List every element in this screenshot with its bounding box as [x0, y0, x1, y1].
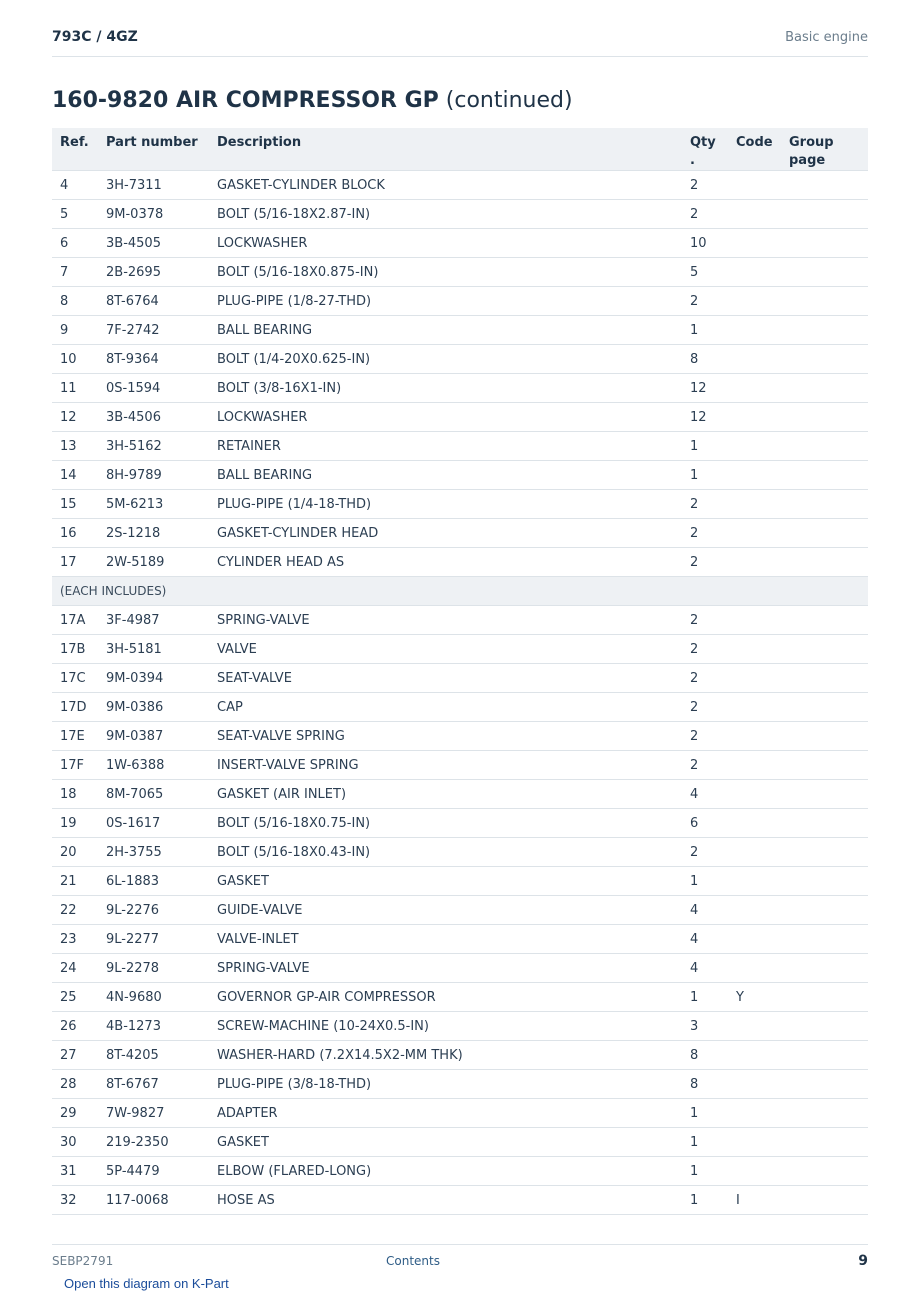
includes-note: (EACH INCLUDES) [52, 577, 868, 606]
cell-group-page [781, 635, 868, 664]
cell-part-number: 8T-6767 [98, 1070, 209, 1099]
cell-part-number: 7W-9827 [98, 1099, 209, 1128]
table-row [52, 838, 868, 867]
cell-description: BOLT (3/8-16X1-IN) [209, 374, 682, 403]
cell-code [728, 490, 781, 519]
cell-code [728, 1099, 781, 1128]
cell-code [728, 954, 781, 983]
cell-group-page [781, 983, 868, 1012]
cell-code [728, 664, 781, 693]
cell-ref: 5 [52, 200, 98, 229]
cell-group-page [781, 345, 868, 374]
cell-code [728, 171, 781, 200]
cell-part-number: 3H-5181 [98, 635, 209, 664]
cell-qty: 2 [682, 838, 728, 867]
cell-qty: 3 [682, 1012, 728, 1041]
cell-group-page [781, 838, 868, 867]
cell-part-number: 6L-1883 [98, 867, 209, 896]
cell-group-page [781, 1128, 868, 1157]
cell-code [728, 1041, 781, 1070]
cell-group-page [781, 780, 868, 809]
table-row [52, 490, 868, 519]
cell-part-number: 7F-2742 [98, 316, 209, 345]
cell-ref: 17 [52, 548, 98, 577]
cell-part-number: 117-0068 [98, 1186, 209, 1215]
cell-part-number: 8T-9364 [98, 345, 209, 374]
table-row [52, 1041, 868, 1070]
cell-ref: 17C [52, 664, 98, 693]
page-number: 9 [858, 1253, 868, 1269]
cell-ref: 15 [52, 490, 98, 519]
cell-part-number: 2H-3755 [98, 838, 209, 867]
cell-group-page [781, 1041, 868, 1070]
cell-description: GASKET [209, 867, 682, 896]
cell-qty: 2 [682, 722, 728, 751]
cell-qty: 4 [682, 954, 728, 983]
cell-group-page [781, 403, 868, 432]
cell-part-number: 9L-2278 [98, 954, 209, 983]
table-row [52, 780, 868, 809]
cell-code: Y [728, 983, 781, 1012]
cell-description: BOLT (5/16-18X0.75-IN) [209, 809, 682, 838]
continued-label: (continued) [445, 88, 573, 113]
cell-description: LOCKWASHER [209, 403, 682, 432]
cell-part-number: 5P-4479 [98, 1157, 209, 1186]
col-header-ref: Ref. [52, 128, 98, 171]
cell-ref: 23 [52, 925, 98, 954]
cell-part-number: 2B-2695 [98, 258, 209, 287]
cell-description: BOLT (5/16-18X0.43-IN) [209, 838, 682, 867]
col-header-group-page [781, 128, 868, 171]
cell-ref: 18 [52, 780, 98, 809]
cell-code [728, 809, 781, 838]
cell-code [728, 896, 781, 925]
cell-group-page [781, 287, 868, 316]
contents-link[interactable]: Contents [386, 1254, 440, 1268]
cell-description: VALVE-INLET [209, 925, 682, 954]
cell-ref: 17A [52, 606, 98, 635]
cell-ref: 6 [52, 229, 98, 258]
cell-description: PLUG-PIPE (3/8-18-THD) [209, 1070, 682, 1099]
cell-part-number: 3F-4987 [98, 606, 209, 635]
cell-qty: 5 [682, 258, 728, 287]
table-row [52, 1070, 868, 1099]
cell-group-page [781, 432, 868, 461]
cell-part-number: 4B-1273 [98, 1012, 209, 1041]
table-row [52, 519, 868, 548]
table-row [52, 374, 868, 403]
cell-part-number: 8H-9789 [98, 461, 209, 490]
table-row [52, 316, 868, 345]
cell-code [728, 606, 781, 635]
table-row [52, 606, 868, 635]
cell-qty: 2 [682, 664, 728, 693]
kpart-diagram-link[interactable]: Open this diagram on K-Part [64, 1276, 229, 1291]
cell-ref: 21 [52, 867, 98, 896]
cell-qty: 8 [682, 1041, 728, 1070]
cell-description: ELBOW (FLARED-LONG) [209, 1157, 682, 1186]
cell-group-page [781, 171, 868, 200]
cell-qty: 1 [682, 1186, 728, 1215]
table-row [52, 983, 868, 1012]
table-row [52, 1099, 868, 1128]
cell-ref: 28 [52, 1070, 98, 1099]
col-header-code: Code [728, 128, 781, 171]
cell-description: GASKET-CYLINDER HEAD [209, 519, 682, 548]
cell-qty: 1 [682, 1157, 728, 1186]
table-row [52, 925, 868, 954]
cell-code [728, 200, 781, 229]
cell-group-page [781, 519, 868, 548]
table-row [52, 1186, 868, 1215]
cell-code [728, 1128, 781, 1157]
table-row [52, 896, 868, 925]
cell-code [728, 461, 781, 490]
cell-group-page [781, 954, 868, 983]
cell-part-number: 2W-5189 [98, 548, 209, 577]
cell-description: CAP [209, 693, 682, 722]
cell-code [728, 287, 781, 316]
cell-qty: 4 [682, 780, 728, 809]
cell-code [728, 693, 781, 722]
page-title [52, 88, 573, 113]
cell-qty: 2 [682, 635, 728, 664]
cell-group-page [781, 925, 868, 954]
cell-description: SEAT-VALVE [209, 664, 682, 693]
cell-ref: 27 [52, 1041, 98, 1070]
cell-description: SPRING-VALVE [209, 954, 682, 983]
col-header-description: Description [209, 128, 682, 171]
cell-code [728, 258, 781, 287]
cell-description: BOLT (5/16-18X2.87-IN) [209, 200, 682, 229]
cell-qty: 2 [682, 519, 728, 548]
cell-part-number: 0S-1617 [98, 809, 209, 838]
cell-qty: 2 [682, 287, 728, 316]
cell-group-page [781, 693, 868, 722]
cell-description: GASKET (AIR INLET) [209, 780, 682, 809]
page-header [52, 28, 868, 57]
cell-part-number: 9L-2277 [98, 925, 209, 954]
cell-part-number: 0S-1594 [98, 374, 209, 403]
cell-ref: 17B [52, 635, 98, 664]
col-header-qty-line2: . [690, 153, 695, 168]
cell-part-number: 3H-5162 [98, 432, 209, 461]
cell-description: LOCKWASHER [209, 229, 682, 258]
table-row [52, 867, 868, 896]
cell-ref: 25 [52, 983, 98, 1012]
cell-ref: 10 [52, 345, 98, 374]
cell-group-page [781, 461, 868, 490]
cell-ref: 7 [52, 258, 98, 287]
cell-group-page [781, 316, 868, 345]
cell-group-page [781, 258, 868, 287]
cell-group-page [781, 809, 868, 838]
table-row [52, 171, 868, 200]
cell-description: PLUG-PIPE (1/4-18-THD) [209, 490, 682, 519]
cell-qty: 1 [682, 1128, 728, 1157]
cell-code [728, 432, 781, 461]
cell-part-number: 9M-0378 [98, 200, 209, 229]
cell-code [728, 635, 781, 664]
table-row [52, 722, 868, 751]
cell-part-number: 4N-9680 [98, 983, 209, 1012]
cell-description: HOSE AS [209, 1186, 682, 1215]
cell-ref: 17F [52, 751, 98, 780]
cell-group-page [781, 1186, 868, 1215]
cell-group-page [781, 606, 868, 635]
cell-qty: 2 [682, 490, 728, 519]
cell-qty: 1 [682, 867, 728, 896]
cell-part-number: 2S-1218 [98, 519, 209, 548]
cell-part-number: 8T-6764 [98, 287, 209, 316]
cell-qty: 2 [682, 693, 728, 722]
cell-part-number: 9M-0394 [98, 664, 209, 693]
cell-qty: 2 [682, 751, 728, 780]
cell-part-number: 3H-7311 [98, 171, 209, 200]
cell-code [728, 345, 781, 374]
cell-description: GASKET [209, 1128, 682, 1157]
includes-note-row [52, 577, 868, 606]
table-row [52, 258, 868, 287]
cell-part-number: 3B-4505 [98, 229, 209, 258]
table-row [52, 809, 868, 838]
cell-qty: 1 [682, 432, 728, 461]
cell-code [728, 867, 781, 896]
cell-qty: 1 [682, 316, 728, 345]
cell-code [728, 751, 781, 780]
cell-ref: 16 [52, 519, 98, 548]
cell-code [728, 374, 781, 403]
table-row [52, 1012, 868, 1041]
cell-part-number: 9L-2276 [98, 896, 209, 925]
cell-code [728, 1157, 781, 1186]
cell-code [728, 1012, 781, 1041]
cell-code [728, 838, 781, 867]
cell-ref: 8 [52, 287, 98, 316]
cell-description: WASHER-HARD (7.2X14.5X2-MM THK) [209, 1041, 682, 1070]
cell-ref: 24 [52, 954, 98, 983]
cell-qty: 10 [682, 229, 728, 258]
cell-description: GUIDE-VALVE [209, 896, 682, 925]
cell-qty: 12 [682, 403, 728, 432]
model-label: 793C / 4GZ [52, 29, 138, 45]
cell-group-page [781, 896, 868, 925]
table-row [52, 751, 868, 780]
cell-qty: 4 [682, 925, 728, 954]
cell-ref: 13 [52, 432, 98, 461]
col-header-group-line1: Group [789, 135, 834, 150]
table-row [52, 635, 868, 664]
cell-description: PLUG-PIPE (1/8-27-THD) [209, 287, 682, 316]
cell-part-number: 9M-0387 [98, 722, 209, 751]
document-id: SEBP2791 [52, 1254, 114, 1268]
cell-description: SCREW-MACHINE (10-24X0.5-IN) [209, 1012, 682, 1041]
cell-ref: 19 [52, 809, 98, 838]
cell-part-number: 5M-6213 [98, 490, 209, 519]
table-row [52, 229, 868, 258]
cell-description: SPRING-VALVE [209, 606, 682, 635]
cell-qty: 1 [682, 983, 728, 1012]
cell-qty: 2 [682, 548, 728, 577]
col-header-qty [682, 128, 728, 171]
table-row [52, 200, 868, 229]
cell-description: BOLT (1/4-20X0.625-IN) [209, 345, 682, 374]
cell-group-page [781, 1099, 868, 1128]
group-title: 160-9820 AIR COMPRESSOR GP [52, 88, 439, 113]
table-row [52, 345, 868, 374]
table-row [52, 693, 868, 722]
cell-code [728, 780, 781, 809]
cell-part-number: 219-2350 [98, 1128, 209, 1157]
cell-description: GOVERNOR GP-AIR COMPRESSOR [209, 983, 682, 1012]
cell-part-number: 3B-4506 [98, 403, 209, 432]
cell-description: BALL BEARING [209, 316, 682, 345]
cell-group-page [781, 1012, 868, 1041]
table-row [52, 954, 868, 983]
table-row [52, 403, 868, 432]
page-footer [52, 1244, 868, 1275]
table-row [52, 1128, 868, 1157]
cell-ref: 17E [52, 722, 98, 751]
cell-code [728, 229, 781, 258]
cell-group-page [781, 751, 868, 780]
cell-qty: 2 [682, 606, 728, 635]
col-header-qty-line1: Qty [690, 135, 716, 150]
cell-group-page [781, 229, 868, 258]
cell-code [728, 548, 781, 577]
cell-ref: 26 [52, 1012, 98, 1041]
cell-ref: 11 [52, 374, 98, 403]
cell-group-page [781, 548, 868, 577]
cell-description: CYLINDER HEAD AS [209, 548, 682, 577]
parts-table-body [52, 171, 868, 1215]
cell-ref: 32 [52, 1186, 98, 1215]
cell-code [728, 316, 781, 345]
cell-part-number: 1W-6388 [98, 751, 209, 780]
table-row [52, 1157, 868, 1186]
cell-ref: 20 [52, 838, 98, 867]
cell-qty: 8 [682, 345, 728, 374]
cell-code: I [728, 1186, 781, 1215]
cell-ref: 30 [52, 1128, 98, 1157]
table-row [52, 287, 868, 316]
cell-description: VALVE [209, 635, 682, 664]
cell-description: SEAT-VALVE SPRING [209, 722, 682, 751]
cell-description: RETAINER [209, 432, 682, 461]
cell-code [728, 519, 781, 548]
section-label: Basic engine [785, 30, 868, 45]
cell-group-page [781, 867, 868, 896]
cell-ref: 4 [52, 171, 98, 200]
cell-qty: 2 [682, 200, 728, 229]
cell-ref: 17D [52, 693, 98, 722]
cell-ref: 12 [52, 403, 98, 432]
table-row [52, 548, 868, 577]
cell-description: GASKET-CYLINDER BLOCK [209, 171, 682, 200]
table-row [52, 461, 868, 490]
cell-qty: 1 [682, 1099, 728, 1128]
cell-description: ADAPTER [209, 1099, 682, 1128]
table-row [52, 664, 868, 693]
cell-group-page [781, 1070, 868, 1099]
cell-ref: 14 [52, 461, 98, 490]
cell-ref: 29 [52, 1099, 98, 1128]
cell-part-number: 9M-0386 [98, 693, 209, 722]
cell-qty: 12 [682, 374, 728, 403]
cell-description: BOLT (5/16-18X0.875-IN) [209, 258, 682, 287]
cell-qty: 8 [682, 1070, 728, 1099]
cell-group-page [781, 664, 868, 693]
cell-ref: 22 [52, 896, 98, 925]
cell-code [728, 403, 781, 432]
cell-group-page [781, 722, 868, 751]
cell-code [728, 1070, 781, 1099]
cell-qty: 4 [682, 896, 728, 925]
cell-code [728, 722, 781, 751]
table-header-row [52, 128, 868, 171]
cell-description: BALL BEARING [209, 461, 682, 490]
cell-ref: 31 [52, 1157, 98, 1186]
cell-qty: 2 [682, 171, 728, 200]
col-header-part-number: Part number [98, 128, 209, 171]
cell-group-page [781, 490, 868, 519]
cell-ref: 9 [52, 316, 98, 345]
cell-qty: 6 [682, 809, 728, 838]
table-row [52, 432, 868, 461]
parts-table [52, 128, 868, 1215]
col-header-group-line2: page [789, 153, 826, 168]
cell-part-number: 8T-4205 [98, 1041, 209, 1070]
cell-code [728, 925, 781, 954]
cell-part-number: 8M-7065 [98, 780, 209, 809]
cell-group-page [781, 374, 868, 403]
cell-group-page [781, 200, 868, 229]
cell-description: INSERT-VALVE SPRING [209, 751, 682, 780]
cell-qty: 1 [682, 461, 728, 490]
cell-group-page [781, 1157, 868, 1186]
